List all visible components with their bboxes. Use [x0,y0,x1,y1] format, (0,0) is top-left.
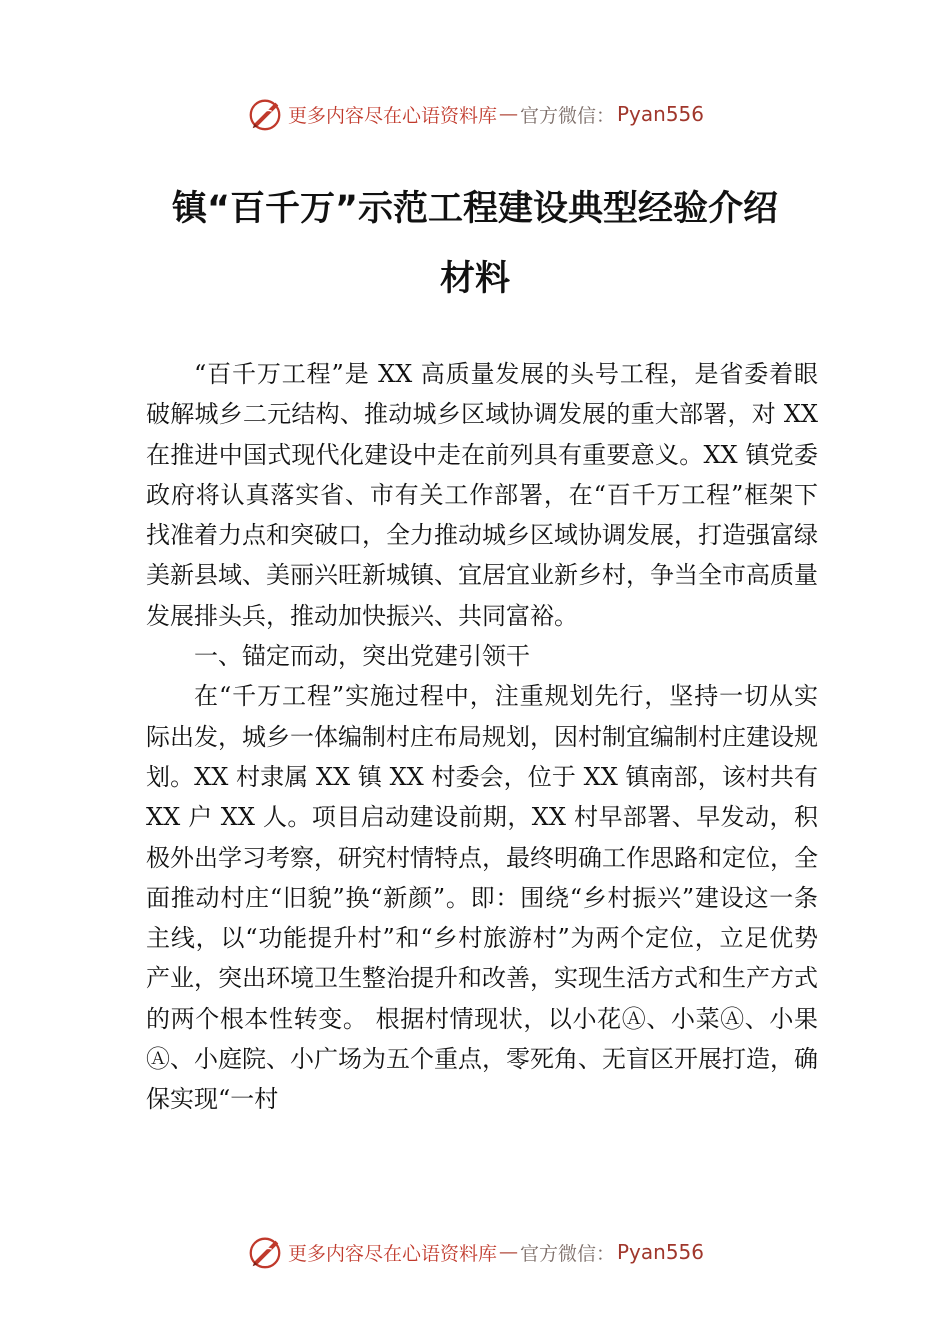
section-heading-1: 一、锚定而动，突出党建引领干 [194,642,530,671]
header-banner [0,94,950,134]
paragraph-intro: “百千万工程”是 XX 高质量发展的头号工程，是省委着眼破解城乡二元结构、推动城乡区域协调发展的重大部署，对 XX 在推进中国式现代化建设中走在前列具有重要意义。XX 镇党委政府将认真落实省、市有关工作部署，在“百千万工程”框架下找准着力点和突破口，全力推动城乡区域协调发展，打造强富绿美新县域、美丽兴旺新城镇、宜居宜业新乡村，争当全市高质量发展排头兵，推动加快振兴、共同富裕。 [146,360,818,630]
banner-separator: — [498,103,518,125]
banner-separator: — [498,1241,518,1263]
document-body [146,354,818,1120]
title-line-2: 材料 [439,259,510,299]
banner-main-text: 更多内容尽在心语资料库 [287,104,497,127]
banner-main-text: 更多内容尽在心语资料库 [287,1242,497,1265]
banner-wechat-label: 官方微信： [519,1242,615,1265]
paragraph-section-1: 在“千万工程”实施过程中，注重规划先行，坚持一切从实际出发，城乡一体编制村庄布局规划，因村制宜编制村庄建设规划。XX 村隶属 XX 镇 XX 村委会，位于 XX 镇南部，该村共有 XX 户 XX 人。项目启动建设前期，XX 村早部署、早发动，积极外出学习考察，研究村情特点，最终明确工作思路和定位，全面推动村庄“旧貌”换“新颜”。即：围绕“乡村振兴”建设这一条主线，以“功能提升村”和“乡村旅游村”为两个定位，立足优势产业，突出环境卫生整治提升和改善，实现生活方式和生产方式的两个根本性转变。 根据村情现状，以小花Ⓐ、小菜Ⓐ、小果Ⓐ、小庭院、小广场为五个重点，零死角、无盲区开展打造，确保实现“一村 [146,682,818,1114]
title-line-1: 镇“百千万”示范工程建设典型经验介绍 [171,189,778,229]
pen-logo-icon [246,95,284,133]
banner-wechat-id: Pyan556 [617,1240,705,1264]
footer-banner [0,1232,950,1272]
pen-logo-icon [246,1233,284,1271]
banner-wechat-label: 官方微信： [519,104,615,127]
document-title [100,174,850,314]
banner-wechat-id: Pyan556 [617,102,705,126]
